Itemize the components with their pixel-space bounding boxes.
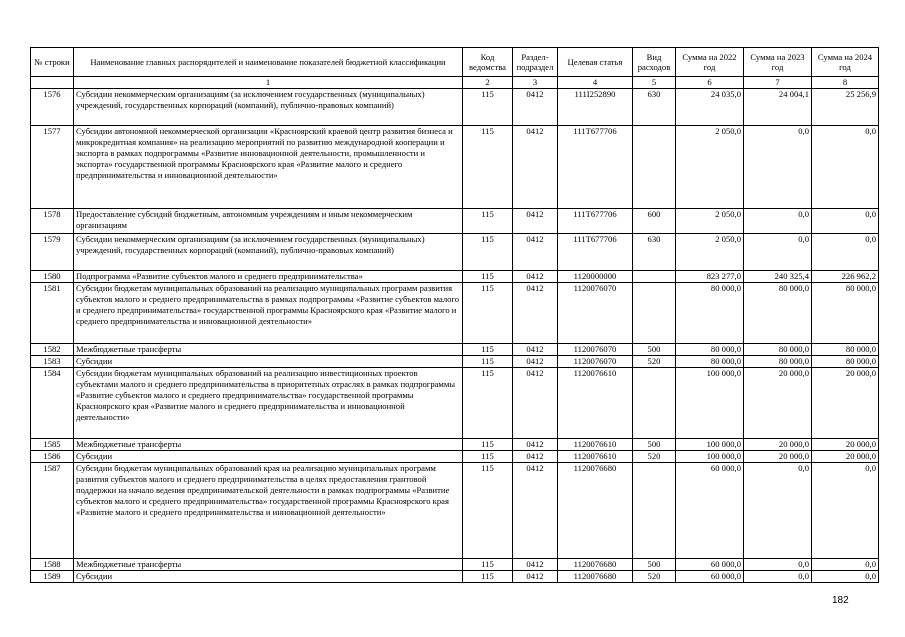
row-sum-2022: 24 035,0 — [676, 89, 744, 126]
row-name: Субсидии — [74, 571, 463, 583]
row-ved-code: 115 — [463, 451, 513, 463]
row-sum-2023: 240 325,4 — [744, 271, 812, 283]
row-target-article: 111T677706 — [558, 234, 633, 271]
row-expense-type: 520 — [633, 571, 676, 583]
header-sum-2024: Сумма на 2024 год — [812, 48, 879, 77]
row-number: 1582 — [31, 344, 74, 356]
header-razdel: Раздел-подраздел — [513, 48, 558, 77]
column-number: 2 — [463, 77, 513, 89]
row-ved-code: 115 — [463, 234, 513, 271]
row-target-article: 1120076680 — [558, 463, 633, 559]
row-sum-2023: 80 000,0 — [744, 283, 812, 344]
row-sum-2022: 60 000,0 — [676, 559, 744, 571]
row-number: 1578 — [31, 209, 74, 234]
row-sum-2023: 0,0 — [744, 571, 812, 583]
row-expense-type: 600 — [633, 209, 676, 234]
table-row — [31, 234, 879, 271]
row-name: Субсидии бюджетам муниципальных образований на реализацию инвестиционных проектов субъектами малого и среднего предпринимательства в приоритетных отраслях в рамках подпрограммы «Развитие субъектов малого и среднего предпринимательства» государственной программы Красноярского края «Развитие малого и среднего предпринимательства и инновационной деятельности» — [74, 368, 463, 439]
table-row — [31, 344, 879, 356]
column-number-row — [31, 77, 879, 89]
row-name: Субсидии — [74, 356, 463, 368]
row-sum-2022: 2 050,0 — [676, 209, 744, 234]
table-row — [31, 439, 879, 451]
row-ved-code: 115 — [463, 571, 513, 583]
row-sum-2023: 0,0 — [744, 234, 812, 271]
table-row — [31, 283, 879, 344]
table-row — [31, 559, 879, 571]
row-sum-2022: 60 000,0 — [676, 463, 744, 559]
row-expense-type: 630 — [633, 89, 676, 126]
header-row-number: № строки — [31, 48, 74, 77]
header-ved-code: Код ведомства — [463, 48, 513, 77]
row-sum-2024: 0,0 — [812, 209, 879, 234]
row-expense-type — [633, 283, 676, 344]
row-target-article: 1120076680 — [558, 571, 633, 583]
row-ved-code: 115 — [463, 368, 513, 439]
row-expense-type — [633, 271, 676, 283]
row-sum-2023: 20 000,0 — [744, 451, 812, 463]
row-razdel: 0412 — [513, 209, 558, 234]
row-ved-code: 115 — [463, 344, 513, 356]
row-ved-code: 115 — [463, 439, 513, 451]
row-number: 1584 — [31, 368, 74, 439]
page-number: 182 — [832, 595, 849, 606]
row-sum-2022: 823 277,0 — [676, 271, 744, 283]
row-sum-2022: 80 000,0 — [676, 356, 744, 368]
row-target-article: 1120076610 — [558, 439, 633, 451]
row-ved-code: 115 — [463, 126, 513, 209]
row-name: Предоставление субсидий бюджетным, автономным учреждениям и иным некоммерческим организациям — [74, 209, 463, 234]
column-number: 4 — [558, 77, 633, 89]
row-name: Субсидии — [74, 451, 463, 463]
row-expense-type: 520 — [633, 356, 676, 368]
row-name: Субсидии бюджетам муниципальных образований края на реализацию муниципальных программ развития субъектов малого и среднего предпринимательства в целях предоставления грантовой поддержки на начало ведения предпринимательской деятельности в рамках подпрограммы «Развитие субъектов малого и среднего предпринимательства» государственной программы Красноярского края «Развитие малого и среднего предпринимательства и инновационной деятельности» — [74, 463, 463, 559]
row-expense-type: 500 — [633, 559, 676, 571]
row-sum-2023: 0,0 — [744, 463, 812, 559]
table-row — [31, 463, 879, 559]
table-row — [31, 571, 879, 583]
row-sum-2024: 226 962,2 — [812, 271, 879, 283]
row-sum-2023: 80 000,0 — [744, 344, 812, 356]
row-expense-type: 500 — [633, 439, 676, 451]
row-sum-2022: 60 000,0 — [676, 571, 744, 583]
row-razdel: 0412 — [513, 559, 558, 571]
row-razdel: 0412 — [513, 126, 558, 209]
row-sum-2023: 0,0 — [744, 209, 812, 234]
row-sum-2022: 80 000,0 — [676, 344, 744, 356]
row-razdel: 0412 — [513, 451, 558, 463]
row-ved-code: 115 — [463, 283, 513, 344]
column-number — [31, 77, 74, 89]
row-razdel: 0412 — [513, 463, 558, 559]
row-ved-code: 115 — [463, 271, 513, 283]
row-sum-2024: 80 000,0 — [812, 283, 879, 344]
row-name: Подпрограмма «Развитие субъектов малого и среднего предпринимательства» — [74, 271, 463, 283]
row-sum-2023: 20 000,0 — [744, 439, 812, 451]
row-sum-2023: 20 000,0 — [744, 368, 812, 439]
row-razdel: 0412 — [513, 368, 558, 439]
column-number: 8 — [812, 77, 879, 89]
row-razdel: 0412 — [513, 356, 558, 368]
table-row — [31, 209, 879, 234]
row-target-article: 111I252890 — [558, 89, 633, 126]
row-ved-code: 115 — [463, 463, 513, 559]
header-sum-2022: Сумма на 2022 год — [676, 48, 744, 77]
row-sum-2023: 80 000,0 — [744, 356, 812, 368]
row-name: Межбюджетные трансферты — [74, 344, 463, 356]
row-name: Субсидии автономной некоммерческой организации «Красноярский краевой центр развития бизнеса и микрокредитная компания» на реализацию мероприятий по развитию международной кооперации и экспорта в рамках подпрограммы «Развитие инновационной деятельности, промышленности и экспорта» государственной программы Красноярского края «Развитие малого и среднего предпринимательства и инновационной деятельности» — [74, 126, 463, 209]
row-razdel: 0412 — [513, 439, 558, 451]
row-sum-2024: 20 000,0 — [812, 368, 879, 439]
row-expense-type: 630 — [633, 234, 676, 271]
row-target-article: 1120076680 — [558, 559, 633, 571]
row-razdel: 0412 — [513, 271, 558, 283]
row-ved-code: 115 — [463, 209, 513, 234]
row-target-article: 1120076070 — [558, 344, 633, 356]
row-sum-2023: 24 004,1 — [744, 89, 812, 126]
table-row — [31, 368, 879, 439]
row-sum-2024: 0,0 — [812, 559, 879, 571]
row-sum-2022: 80 000,0 — [676, 283, 744, 344]
row-sum-2024: 80 000,0 — [812, 344, 879, 356]
row-sum-2024: 20 000,0 — [812, 439, 879, 451]
row-sum-2024: 0,0 — [812, 234, 879, 271]
row-sum-2022: 100 000,0 — [676, 439, 744, 451]
row-number: 1581 — [31, 283, 74, 344]
row-sum-2024: 0,0 — [812, 463, 879, 559]
column-number: 7 — [744, 77, 812, 89]
row-target-article: 1120076070 — [558, 356, 633, 368]
row-expense-type: 520 — [633, 451, 676, 463]
row-ved-code: 115 — [463, 89, 513, 126]
column-number: 5 — [633, 77, 676, 89]
row-target-article: 1120076610 — [558, 451, 633, 463]
header-name: Наименование главных распорядителей и наименование показателей бюджетной классификации — [74, 48, 463, 77]
row-razdel: 0412 — [513, 571, 558, 583]
row-razdel: 0412 — [513, 89, 558, 126]
row-sum-2024: 0,0 — [812, 571, 879, 583]
row-expense-type — [633, 368, 676, 439]
table-row — [31, 126, 879, 209]
budget-table — [30, 47, 879, 583]
table-row — [31, 451, 879, 463]
row-expense-type: 500 — [633, 344, 676, 356]
header-expense-type: Вид расходов — [633, 48, 676, 77]
row-number: 1580 — [31, 271, 74, 283]
table-row — [31, 356, 879, 368]
row-ved-code: 115 — [463, 559, 513, 571]
column-number: 6 — [676, 77, 744, 89]
table-row — [31, 89, 879, 126]
row-sum-2022: 100 000,0 — [676, 368, 744, 439]
row-target-article: 1120000000 — [558, 271, 633, 283]
row-name: Межбюджетные трансферты — [74, 559, 463, 571]
row-number: 1579 — [31, 234, 74, 271]
row-sum-2024: 25 256,9 — [812, 89, 879, 126]
row-sum-2022: 2 050,0 — [676, 234, 744, 271]
row-number: 1588 — [31, 559, 74, 571]
row-sum-2024: 20 000,0 — [812, 451, 879, 463]
row-sum-2023: 0,0 — [744, 559, 812, 571]
row-razdel: 0412 — [513, 234, 558, 271]
row-target-article: 1120076610 — [558, 368, 633, 439]
table-header-row — [31, 48, 879, 77]
row-sum-2022: 100 000,0 — [676, 451, 744, 463]
row-number: 1577 — [31, 126, 74, 209]
row-target-article: 111T677706 — [558, 209, 633, 234]
row-number: 1583 — [31, 356, 74, 368]
row-target-article: 111T677706 — [558, 126, 633, 209]
row-name: Субсидии некоммерческим организациям (за исключением государственных (муниципальных) учреждений, государственных корпораций (компаний), публично-правовых компаний) — [74, 234, 463, 271]
row-sum-2024: 80 000,0 — [812, 356, 879, 368]
column-number: 1 — [74, 77, 463, 89]
row-number: 1589 — [31, 571, 74, 583]
row-sum-2023: 0,0 — [744, 126, 812, 209]
column-number: 3 — [513, 77, 558, 89]
row-number: 1587 — [31, 463, 74, 559]
row-target-article: 1120076070 — [558, 283, 633, 344]
row-ved-code: 115 — [463, 356, 513, 368]
header-sum-2023: Сумма на 2023 год — [744, 48, 812, 77]
row-expense-type — [633, 126, 676, 209]
row-name: Субсидии некоммерческим организациям (за исключением государственных (муниципальных) учреждений, государственных корпораций (компаний), публично-правовых компаний) — [74, 89, 463, 126]
row-name: Субсидии бюджетам муниципальных образований на реализацию муниципальных программ развития субъектов малого и среднего предпринимательства в рамках подпрограммы «Развитие субъектов малого и среднего предпринимательства» государственной программы Красноярского края «Развитие малого и среднего предпринимательства и инновационной деятельности» — [74, 283, 463, 344]
row-number: 1586 — [31, 451, 74, 463]
row-razdel: 0412 — [513, 283, 558, 344]
table-row — [31, 271, 879, 283]
header-target-article: Целевая статья — [558, 48, 633, 77]
row-name: Межбюджетные трансферты — [74, 439, 463, 451]
row-expense-type — [633, 463, 676, 559]
row-sum-2024: 0,0 — [812, 126, 879, 209]
row-number: 1585 — [31, 439, 74, 451]
row-razdel: 0412 — [513, 344, 558, 356]
table-body — [31, 89, 879, 583]
row-number: 1576 — [31, 89, 74, 126]
row-sum-2022: 2 050,0 — [676, 126, 744, 209]
